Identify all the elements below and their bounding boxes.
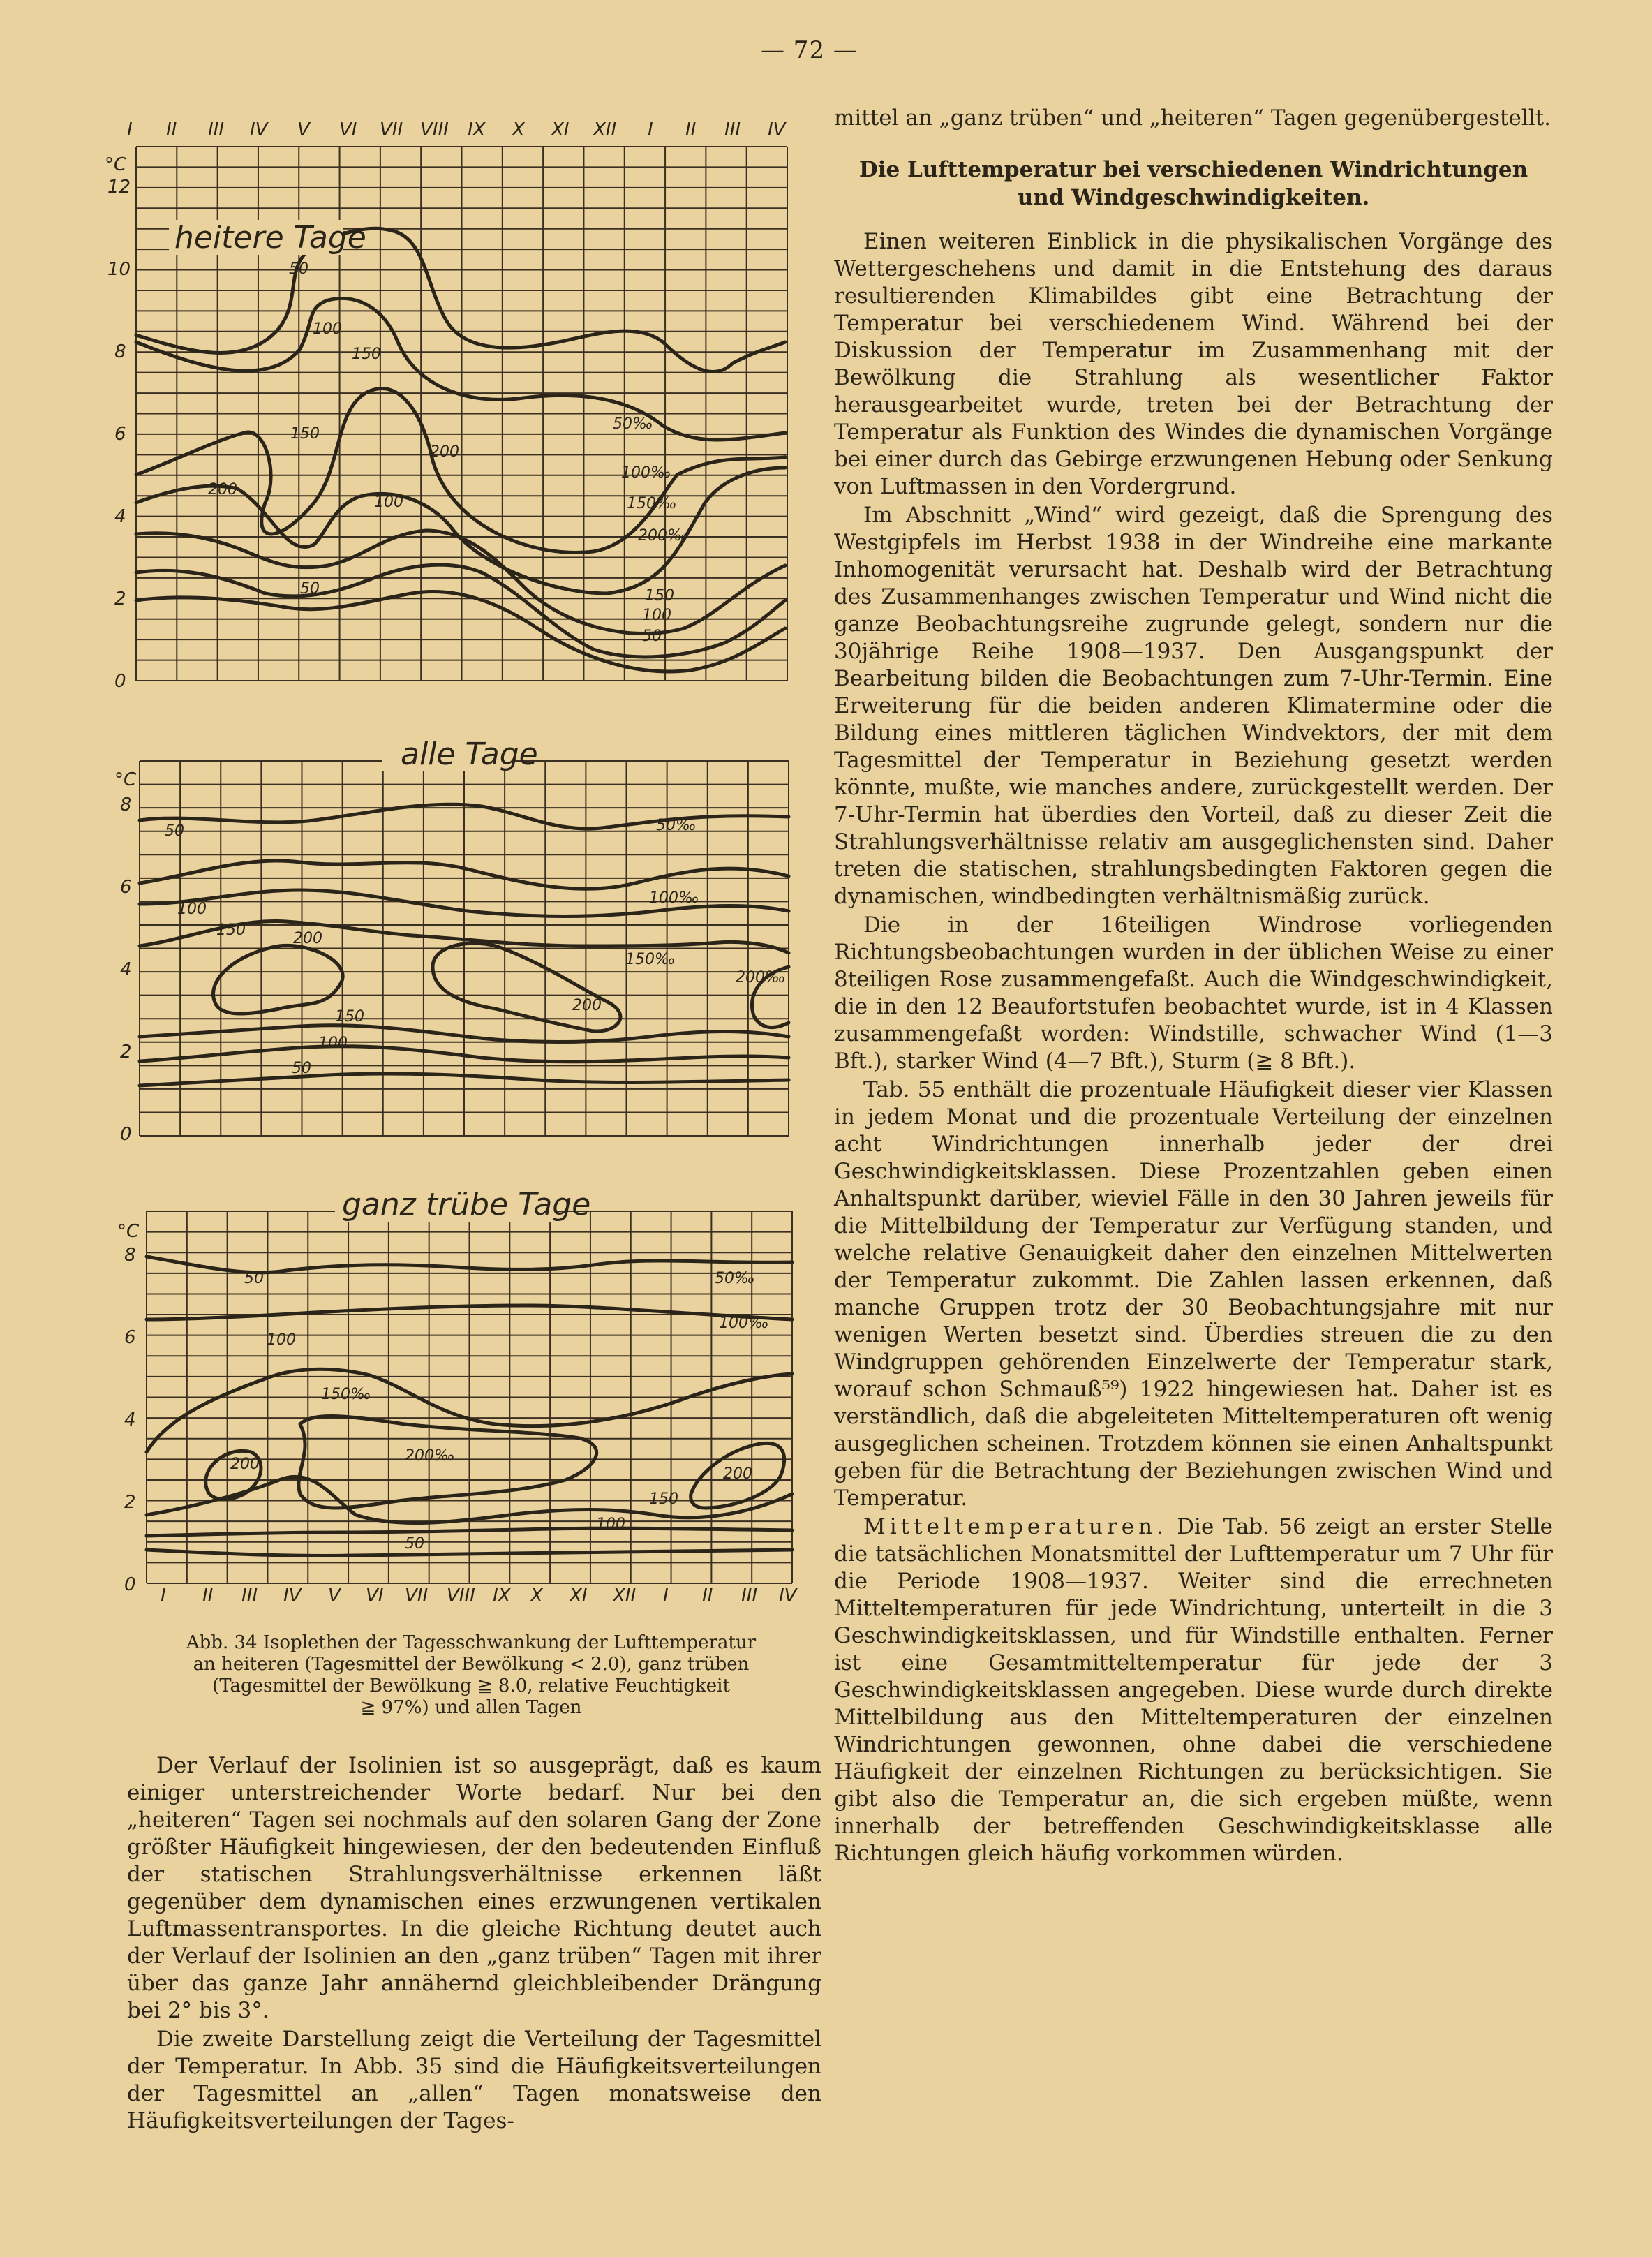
month-tick: III xyxy=(741,1585,758,1606)
caption-line: (Tagesmittel der Bewölkung ≧ 8.0, relative Feuchtigkeit xyxy=(212,1675,730,1696)
chart-alle-tage xyxy=(105,737,803,1144)
month-tick: XI xyxy=(551,119,570,140)
y-tick: 0 xyxy=(120,1124,132,1145)
month-tick: I xyxy=(663,1585,669,1606)
month-tick: VII xyxy=(405,1585,429,1606)
iso-label: 200‰ xyxy=(405,1447,455,1465)
month-tick: VIII xyxy=(420,119,449,140)
left-column-text xyxy=(127,1752,821,2136)
iso-label: 50 xyxy=(642,628,662,645)
paragraph: Einen weiteren Einblick in die physikalischen Vorgänge des Wettergeschehens und damit in die Entstehung des daraus resultierenden Klimabildes gibt eine Betrachtung der Temperatur bei verschiedenem Wind. Während bei der Diskussion der Temperatur im Zusammenhang mit der Bewölkung die Strahlung als wesentlicher Faktor herausgearbeitet wurde, treten bei der Betrachtung der Temperatur als Funktion des Windes die dynamischen Vorgänge bei einer durch das Gebirge erzwungenen Hebung oder Senkung von Luftmassen in den Vordergrund. xyxy=(834,229,1553,499)
y-tick: 6 xyxy=(114,424,126,445)
y-tick: 6 xyxy=(124,1327,136,1348)
month-tick: IV xyxy=(779,1585,797,1606)
caption-line: Abb. 34 Isoplethen der Tagesschwankung der Lufttemperatur xyxy=(186,1632,757,1653)
y-tick: 6 xyxy=(120,877,132,898)
y-tick: 8 xyxy=(124,1245,136,1266)
iso-label: 200‰ xyxy=(736,969,786,986)
iso-label: 50‰ xyxy=(715,1270,755,1287)
iso-label: 150‰ xyxy=(627,495,677,512)
iso-label: 100 xyxy=(267,1331,296,1349)
paragraph: Die zweite Darstellung zeigt die Verteilung der Tagesmittel der Temperatur. In Abb. 35 sind die Häufigkeitsverteilungen der Tagesmittel an „allen“ Tagen monatsweise den Häufigkeitsverteilungen der Tages- xyxy=(127,2027,821,2133)
right-column-text xyxy=(834,105,1553,1869)
iso-label: 200 xyxy=(208,481,237,498)
iso-label: 50 xyxy=(165,822,184,840)
month-tick: IV xyxy=(250,119,268,140)
iso-label: 100 xyxy=(313,320,342,338)
chart-title: alle Tage xyxy=(401,737,538,772)
chart-heitere-tage xyxy=(105,112,803,701)
iso-label: 150 xyxy=(352,346,381,363)
month-tick: II xyxy=(202,1585,214,1606)
page-number: — 72 — xyxy=(761,36,858,64)
month-tick: V xyxy=(328,1585,341,1606)
isopleth-200-left xyxy=(214,945,343,1014)
month-tick: XI xyxy=(570,1585,588,1606)
paragraph: Der Verlauf der Isolinien ist so ausgeprägt, daß es kaum einiger unterstreichender Worte bedarf. Nur bei den „heiteren“ Tagen sei nochmals auf den solaren Gang der Zone größter Häufigkeit hingewiesen, der den bedeutenden Einfluß der statischen Strahlungsverhältnisse erkennen läßt gegenüber dem dynamischen eines erzwungenen vertikalen Luftmassentransportes. In die gleiche Richtung deutet auch der Verlauf der Isolinien an den „ganz trüben“ Tagen mit ihrer über das ganze Jahr annähernd gleichbleibender Drängung bei 2° bis 3°. xyxy=(127,1753,821,2023)
iso-label: 200 xyxy=(572,997,602,1014)
month-tick: II xyxy=(166,119,177,140)
month-tick: I xyxy=(161,1585,166,1606)
month-tick: VII xyxy=(380,119,403,140)
spaced-term: Mitteltemperaturen. xyxy=(863,1514,1168,1539)
caption-line: ≧ 97%) und allen Tagen xyxy=(360,1697,582,1718)
month-tick: I xyxy=(127,119,133,140)
month-tick: IV xyxy=(768,119,786,140)
iso-label: 200 xyxy=(293,930,322,947)
y-tick: 8 xyxy=(114,341,126,362)
iso-label: 50 xyxy=(292,1060,311,1077)
iso-label: 200 xyxy=(723,1465,752,1483)
iso-label: 200 xyxy=(230,1456,260,1473)
y-tick: 2 xyxy=(124,1492,136,1513)
month-tick: V xyxy=(297,119,310,140)
y-tick: 10 xyxy=(107,259,131,280)
month-tick: III xyxy=(724,119,741,140)
month-tick: III xyxy=(241,1585,258,1606)
unit-label: °C xyxy=(117,1221,140,1242)
chart-title: ganz trübe Tage xyxy=(342,1187,591,1222)
iso-label: 50‰ xyxy=(656,817,697,834)
iso-label: 100‰ xyxy=(649,889,699,907)
heading-line: und Windgeschwindigkeiten. xyxy=(1017,185,1370,210)
y-axis xyxy=(107,177,131,692)
iso-label: 50 xyxy=(300,580,320,598)
section-heading xyxy=(834,156,1553,212)
iso-label: 100 xyxy=(596,1516,625,1533)
month-tick: VI xyxy=(339,119,357,140)
unit-label: °C xyxy=(114,769,137,790)
iso-label: 100 xyxy=(177,901,207,918)
iso-label: 50 xyxy=(244,1270,264,1287)
month-tick: XII xyxy=(593,119,617,140)
heading-line: Die Lufttemperatur bei verschiedenen Windrichtungen xyxy=(858,157,1528,182)
month-tick: X xyxy=(512,119,525,140)
iso-label: 200‰ xyxy=(638,527,688,545)
y-tick: 0 xyxy=(124,1574,136,1595)
month-tick: VI xyxy=(366,1585,384,1606)
iso-label: 100‰ xyxy=(719,1315,769,1332)
month-tick: III xyxy=(208,119,225,140)
isopleth-200-mid xyxy=(433,943,620,1031)
y-axis xyxy=(124,1245,136,1595)
chart-title: heitere Tage xyxy=(174,220,366,256)
paragraph: Tab. 55 enthält die prozentuale Häufigkeit dieser vier Klassen in jedem Monat und die prozentuale Verteilung der einzelnen acht Windrichtungen innerhalb jeder der drei Geschwindigkeitsklassen. Diese Prozentzahlen geben einen Anhaltspunkt darüber, wieviel Fälle in den 30 Jahren jeweils für die Mittelbildung der Temperatur zur Verfügung standen, und welche relative Genauigkeit daher den einzelnen Mittelwerten der Temperatur zukommt. Die Zahlen lassen erkennen, daß manche Gruppen trotz der 30 Beobachtungsjahre mit nur wenigen Werten besetzt sind. Überdies streuen die zu den Windgruppen gehörenden Einzelwerte der Temperatur stark, worauf schon Schmauß⁵⁹) 1922 hingewiesen hat. Daher ist es verständlich, daß die abgeleiteten Mitteltemperaturen oft wenig ausgeglichen scheinen. Trotzdem können sie einen Anhaltspunkt geben für die Betrachtung der Beziehungen zwischen Wind und Temperatur. xyxy=(834,1077,1553,1511)
y-tick: 4 xyxy=(124,1409,136,1430)
paragraph: mittel an „ganz trüben“ und „heiteren“ Tagen gegenübergestellt. xyxy=(834,105,1551,131)
iso-label: 100 xyxy=(642,607,671,624)
month-tick: XII xyxy=(613,1585,637,1606)
paragraph: Die in der 16teiligen Windrose vorliegenden Richtungsbeobachtungen wurden in der üblichen Weise zu einer 8teiligen Rose zusammengefaßt. Auch die Windgeschwindigkeit, die in den 12 Beaufortstufen beobachtet wurde, ist in 4 Klassen zusammengefaßt worden: Windstille, schwacher Wind (1—3 Bft.), starker Wind (4—7 Bft.), Sturm (≧ 8 Bft.). xyxy=(834,912,1553,1074)
y-tick: 12 xyxy=(107,177,131,198)
iso-label: 50 xyxy=(289,260,308,278)
iso-label: 150‰ xyxy=(625,951,676,968)
isopleths xyxy=(136,228,785,672)
iso-label: 150 xyxy=(216,922,246,939)
iso-label: 150 xyxy=(649,1490,678,1508)
month-axis-top xyxy=(127,119,787,140)
month-tick: X xyxy=(530,1585,543,1606)
isopleth-100 xyxy=(136,299,785,441)
y-tick: 4 xyxy=(120,959,132,980)
iso-label: 200 xyxy=(430,443,459,461)
month-axis-bottom xyxy=(161,1585,798,1606)
iso-label: 100 xyxy=(318,1035,348,1052)
paragraph-text: Die Tab. 56 zeigt an erster Stelle die tatsächlichen Monatsmittel der Lufttemperatur um 7 Uhr für die Periode 1908—1937. Weiter sind die errechneten Mitteltemperaturen für jede Windrichtung, unterteilt in die 3 Geschwindigkeitsklassen, und für Windstille enthalten. Ferner ist eine Gesamtmitteltemperatur für jede der 3 Geschwindigkeitsklassen angegeben. Diese wurde durch direkte Mittelbildung aus den Mitteltemperaturen der einzelnen Windrichtungen gewonnen, ohne dabei die verschiedene Häufigkeit der einzelnen Richtungen zu berücksichtigen. Sie gibt also die Temperatur an, die sich ergeben müßte, wenn innerhalb der betreffenden Geschwindigkeitsklasse alle Richtungen gleich häufig vorkommen würden. xyxy=(834,1514,1553,1866)
y-tick: 8 xyxy=(120,794,132,815)
month-tick: VIII xyxy=(447,1585,475,1606)
iso-label: 150 xyxy=(290,425,320,443)
y-tick: 4 xyxy=(114,506,126,527)
y-tick: 0 xyxy=(114,671,126,692)
iso-label: 150‰ xyxy=(321,1386,371,1403)
iso-label: 150 xyxy=(645,587,674,605)
paragraph xyxy=(834,1514,1553,1867)
iso-label: 150 xyxy=(335,1008,364,1026)
month-tick: IX xyxy=(493,1585,511,1606)
caption-line: an heiteren (Tagesmittel der Bewölkung < 2.0), ganz trüben xyxy=(193,1654,750,1675)
iso-label: 50 xyxy=(405,1535,424,1553)
month-tick: IX xyxy=(468,119,486,140)
iso-label: 100‰ xyxy=(621,464,671,482)
figure-caption xyxy=(119,1632,824,1719)
paragraph: Im Abschnitt „Wind“ wird gezeigt, daß die Sprengung des Westgipfels im Herbst 1938 in der Windreihe eine markante Inhomogenität verursacht hat. Deshalb wird der Betrachtung des Zusammenhanges zwischen Temperatur und Wind nicht die ganze Beobachtungsreihe zugrunde gelegt, sondern nur die 30jährige Reihe 1908—1937. Den Ausgangspunkt der Bearbeitung bilden die Beobachtungen zum 7-Uhr-Termin. Eine Erweiterung für die beiden anderen Klimatermine oder die Bildung eines mittleren täglichen Windvektors, der mit dem Tagesmittel der Temperatur in Beziehung gesetzt werden könnte, mußte, wie manches andere, zurückgestellt werden. Der 7-Uhr-Termin hat überdies den Vorteil, daß zu dieser Zeit die Strahlungsverhältnisse relativ am ausgeglichensten sind. Daher treten die statischen, strahlungsbedingten Faktoren gegen die dynamischen, windbedingten verhältnismäßig zurück. xyxy=(834,503,1553,909)
unit-label: °C xyxy=(105,154,127,175)
month-tick: I xyxy=(648,119,653,140)
month-tick: IV xyxy=(283,1585,302,1606)
month-tick: II xyxy=(685,119,697,140)
y-tick: 2 xyxy=(120,1042,132,1063)
y-axis xyxy=(120,794,132,1145)
chart-ganz-truebe-tage xyxy=(105,1187,803,1615)
iso-label: 50‰ xyxy=(613,415,653,433)
month-tick: II xyxy=(702,1585,713,1606)
isopleth-labels xyxy=(208,260,688,645)
y-tick: 2 xyxy=(114,589,126,609)
iso-label: 100 xyxy=(374,494,403,511)
